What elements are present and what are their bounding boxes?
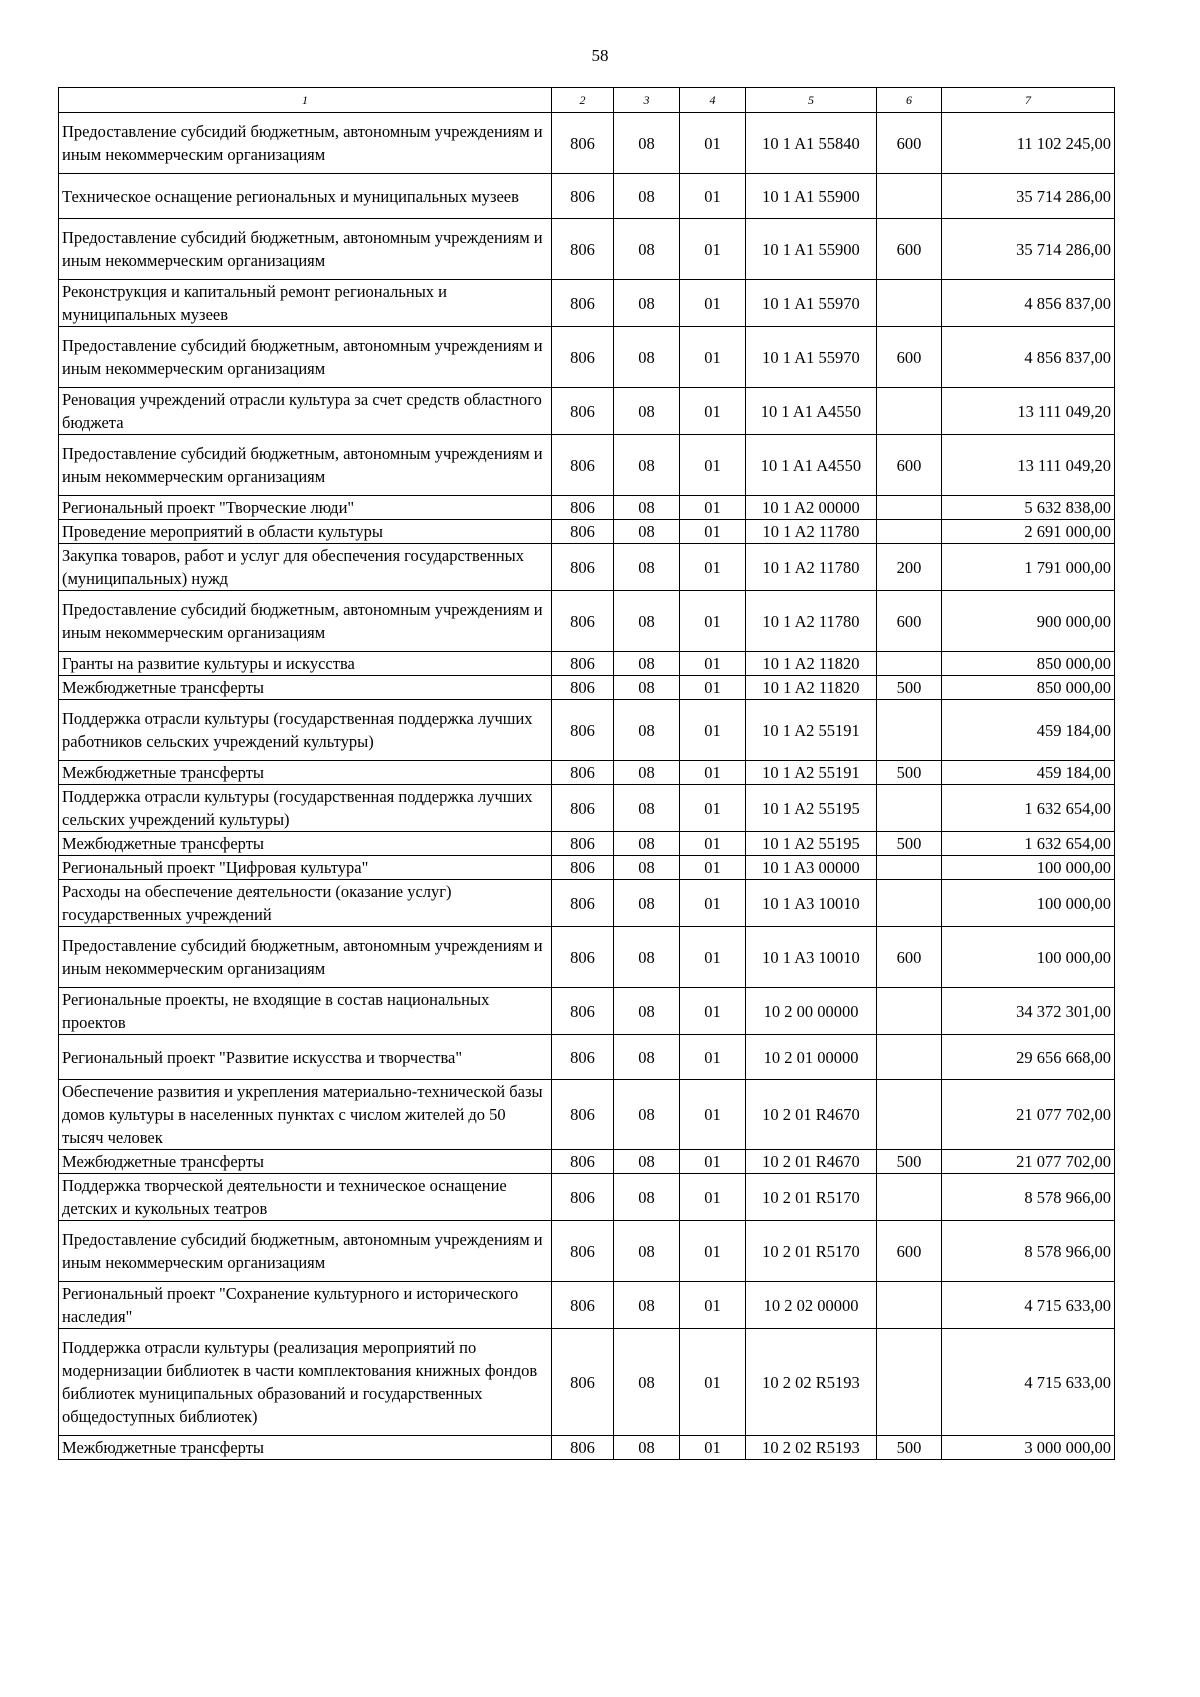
row-expense-type-cell [877, 1080, 942, 1150]
row-section-cell: 08 [614, 1436, 680, 1460]
row-target-article-cell: 10 1 A2 00000 [746, 496, 877, 520]
table-row [59, 988, 1115, 1035]
row-section-cell: 08 [614, 676, 680, 700]
row-amount-cell: 8 578 966,00 [942, 1174, 1115, 1221]
row-target-article-cell: 10 1 A3 10010 [746, 880, 877, 927]
row-expense-type-cell [877, 652, 942, 676]
row-expense-type-cell: 500 [877, 761, 942, 785]
row-section-cell: 08 [614, 1329, 680, 1436]
row-subsection-cell: 01 [680, 520, 746, 544]
row-subsection-cell: 01 [680, 1329, 746, 1436]
row-expense-type-cell [877, 880, 942, 927]
row-target-article-cell: 10 1 A2 11780 [746, 520, 877, 544]
row-section-cell: 08 [614, 832, 680, 856]
row-amount-cell: 35 714 286,00 [942, 174, 1115, 219]
row-target-article-cell: 10 2 02 R5193 [746, 1436, 877, 1460]
row-code-cell: 806 [552, 988, 614, 1035]
row-code-cell: 806 [552, 591, 614, 652]
row-section-cell: 08 [614, 1221, 680, 1282]
row-target-article-cell: 10 2 01 R5170 [746, 1174, 877, 1221]
page-number: 58 [591, 46, 609, 65]
row-expense-type-cell: 600 [877, 327, 942, 388]
row-name-cell: Межбюджетные трансферты [59, 832, 552, 856]
column-header: 2 [552, 88, 614, 113]
row-expense-type-cell [877, 700, 942, 761]
row-name-cell: Обеспечение развития и укрепления материально-технической базы домов культуры в населенных пунктах с числом жителей до 50 тысяч человек [59, 1080, 552, 1150]
row-subsection-cell: 01 [680, 1035, 746, 1080]
column-header: 4 [680, 88, 746, 113]
row-subsection-cell: 01 [680, 388, 746, 435]
row-expense-type-cell [877, 280, 942, 327]
row-section-cell: 08 [614, 280, 680, 327]
row-target-article-cell: 10 1 A1 55970 [746, 327, 877, 388]
row-amount-cell: 100 000,00 [942, 880, 1115, 927]
table-row [59, 1174, 1115, 1221]
row-expense-type-cell: 600 [877, 435, 942, 496]
row-amount-cell: 1 791 000,00 [942, 544, 1115, 591]
row-section-cell: 08 [614, 700, 680, 761]
table-row [59, 1080, 1115, 1150]
row-expense-type-cell [877, 496, 942, 520]
row-name-cell: Предоставление субсидий бюджетным, автономным учреждениям и иным некоммерческим организациям [59, 435, 552, 496]
row-name-cell: Предоставление субсидий бюджетным, автономным учреждениям и иным некоммерческим организациям [59, 591, 552, 652]
row-expense-type-cell: 600 [877, 927, 942, 988]
table-row [59, 1150, 1115, 1174]
row-expense-type-cell [877, 520, 942, 544]
row-name-cell: Региональный проект "Творческие люди" [59, 496, 552, 520]
row-subsection-cell: 01 [680, 652, 746, 676]
row-subsection-cell: 01 [680, 280, 746, 327]
row-name-cell: Региональный проект "Сохранение культурного и исторического наследия" [59, 1282, 552, 1329]
row-target-article-cell: 10 1 A1 55900 [746, 219, 877, 280]
row-name-cell: Региональные проекты, не входящие в состав национальных проектов [59, 988, 552, 1035]
row-expense-type-cell: 600 [877, 219, 942, 280]
row-target-article-cell: 10 1 A2 11780 [746, 544, 877, 591]
row-subsection-cell: 01 [680, 832, 746, 856]
row-expense-type-cell: 200 [877, 544, 942, 591]
row-name-cell: Гранты на развитие культуры и искусства [59, 652, 552, 676]
row-section-cell: 08 [614, 435, 680, 496]
row-subsection-cell: 01 [680, 700, 746, 761]
row-name-cell: Предоставление субсидий бюджетным, автономным учреждениям и иным некоммерческим организациям [59, 113, 552, 174]
row-name-cell: Реновация учреждений отрасли культура за счет средств областного бюджета [59, 388, 552, 435]
row-subsection-cell: 01 [680, 1080, 746, 1150]
row-code-cell: 806 [552, 327, 614, 388]
row-section-cell: 08 [614, 388, 680, 435]
row-amount-cell: 13 111 049,20 [942, 388, 1115, 435]
row-section-cell: 08 [614, 856, 680, 880]
row-subsection-cell: 01 [680, 219, 746, 280]
row-amount-cell: 35 714 286,00 [942, 219, 1115, 280]
row-expense-type-cell: 500 [877, 1436, 942, 1460]
row-name-cell: Региональный проект "Развитие искусства и творчества" [59, 1035, 552, 1080]
row-code-cell: 806 [552, 832, 614, 856]
row-code-cell: 806 [552, 1035, 614, 1080]
row-section-cell: 08 [614, 1150, 680, 1174]
header-row [59, 88, 1115, 113]
row-expense-type-cell: 600 [877, 113, 942, 174]
row-code-cell: 806 [552, 1174, 614, 1221]
row-subsection-cell: 01 [680, 785, 746, 832]
row-name-cell: Региональный проект "Цифровая культура" [59, 856, 552, 880]
table-row [59, 219, 1115, 280]
row-expense-type-cell [877, 174, 942, 219]
row-name-cell: Поддержка творческой деятельности и техническое оснащение детских и кукольных театров [59, 1174, 552, 1221]
row-amount-cell: 4 715 633,00 [942, 1329, 1115, 1436]
row-section-cell: 08 [614, 544, 680, 591]
table-row [59, 327, 1115, 388]
row-code-cell: 806 [552, 1150, 614, 1174]
column-header: 7 [942, 88, 1115, 113]
row-subsection-cell: 01 [680, 1221, 746, 1282]
row-target-article-cell: 10 2 01 R4670 [746, 1150, 877, 1174]
table-row [59, 927, 1115, 988]
row-section-cell: 08 [614, 1080, 680, 1150]
row-expense-type-cell [877, 988, 942, 1035]
row-subsection-cell: 01 [680, 676, 746, 700]
row-code-cell: 806 [552, 113, 614, 174]
row-code-cell: 806 [552, 219, 614, 280]
table-row [59, 832, 1115, 856]
row-subsection-cell: 01 [680, 435, 746, 496]
row-section-cell: 08 [614, 1035, 680, 1080]
table-row [59, 700, 1115, 761]
row-section-cell: 08 [614, 761, 680, 785]
row-target-article-cell: 10 1 A1 55900 [746, 174, 877, 219]
table-row [59, 761, 1115, 785]
row-name-cell: Расходы на обеспечение деятельности (оказание услуг) государственных учреждений [59, 880, 552, 927]
row-target-article-cell: 10 2 01 R4670 [746, 1080, 877, 1150]
column-header: 1 [59, 88, 552, 113]
row-name-cell: Межбюджетные трансферты [59, 761, 552, 785]
row-target-article-cell: 10 1 A1 55970 [746, 280, 877, 327]
row-subsection-cell: 01 [680, 761, 746, 785]
budget-table [58, 87, 1115, 1460]
row-section-cell: 08 [614, 174, 680, 219]
row-name-cell: Реконструкция и капитальный ремонт региональных и муниципальных музеев [59, 280, 552, 327]
row-amount-cell: 850 000,00 [942, 652, 1115, 676]
row-subsection-cell: 01 [680, 1150, 746, 1174]
row-amount-cell: 459 184,00 [942, 761, 1115, 785]
table-row [59, 435, 1115, 496]
row-expense-type-cell: 600 [877, 591, 942, 652]
row-code-cell: 806 [552, 1329, 614, 1436]
row-section-cell: 08 [614, 785, 680, 832]
row-section-cell: 08 [614, 496, 680, 520]
row-code-cell: 806 [552, 785, 614, 832]
row-target-article-cell: 10 2 02 R5193 [746, 1329, 877, 1436]
row-code-cell: 806 [552, 856, 614, 880]
row-subsection-cell: 01 [680, 1282, 746, 1329]
row-name-cell: Предоставление субсидий бюджетным, автономным учреждениям и иным некоммерческим организациям [59, 1221, 552, 1282]
row-target-article-cell: 10 2 01 R5170 [746, 1221, 877, 1282]
row-expense-type-cell: 500 [877, 1150, 942, 1174]
table-row [59, 520, 1115, 544]
row-code-cell: 806 [552, 676, 614, 700]
row-subsection-cell: 01 [680, 327, 746, 388]
row-section-cell: 08 [614, 520, 680, 544]
row-target-article-cell: 10 1 A2 55195 [746, 832, 877, 856]
row-name-cell: Поддержка отрасли культуры (реализация мероприятий по модернизации библиотек в части комплектования книжных фондов библиотек муниципальных образований и государственных общедоступных библиотек) [59, 1329, 552, 1436]
row-amount-cell: 4 715 633,00 [942, 1282, 1115, 1329]
row-name-cell: Межбюджетные трансферты [59, 676, 552, 700]
row-section-cell: 08 [614, 591, 680, 652]
row-subsection-cell: 01 [680, 1436, 746, 1460]
row-target-article-cell: 10 2 01 00000 [746, 1035, 877, 1080]
table-row [59, 676, 1115, 700]
row-name-cell: Межбюджетные трансферты [59, 1436, 552, 1460]
row-target-article-cell: 10 2 02 00000 [746, 1282, 877, 1329]
row-amount-cell: 4 856 837,00 [942, 327, 1115, 388]
row-section-cell: 08 [614, 927, 680, 988]
row-target-article-cell: 10 1 A2 11820 [746, 652, 877, 676]
row-expense-type-cell: 500 [877, 832, 942, 856]
row-amount-cell: 459 184,00 [942, 700, 1115, 761]
row-amount-cell: 11 102 245,00 [942, 113, 1115, 174]
row-section-cell: 08 [614, 327, 680, 388]
row-code-cell: 806 [552, 652, 614, 676]
row-expense-type-cell [877, 388, 942, 435]
row-amount-cell: 13 111 049,20 [942, 435, 1115, 496]
table-row [59, 856, 1115, 880]
row-name-cell: Поддержка отрасли культуры (государственная поддержка лучших сельских учреждений культуры) [59, 785, 552, 832]
row-target-article-cell: 10 1 A1 A4550 [746, 388, 877, 435]
row-target-article-cell: 10 2 00 00000 [746, 988, 877, 1035]
row-code-cell: 806 [552, 927, 614, 988]
row-expense-type-cell [877, 1035, 942, 1080]
row-code-cell: 806 [552, 388, 614, 435]
row-section-cell: 08 [614, 880, 680, 927]
table-row [59, 1035, 1115, 1080]
table-row [59, 496, 1115, 520]
row-name-cell: Предоставление субсидий бюджетным, автономным учреждениям и иным некоммерческим организациям [59, 927, 552, 988]
row-target-article-cell: 10 1 A2 55195 [746, 785, 877, 832]
row-amount-cell: 1 632 654,00 [942, 785, 1115, 832]
row-amount-cell: 5 632 838,00 [942, 496, 1115, 520]
row-code-cell: 806 [552, 544, 614, 591]
table-row [59, 280, 1115, 327]
row-amount-cell: 100 000,00 [942, 927, 1115, 988]
row-section-cell: 08 [614, 1174, 680, 1221]
row-subsection-cell: 01 [680, 496, 746, 520]
row-amount-cell: 850 000,00 [942, 676, 1115, 700]
table-row [59, 1282, 1115, 1329]
row-target-article-cell: 10 1 A2 55191 [746, 761, 877, 785]
row-amount-cell: 1 632 654,00 [942, 832, 1115, 856]
row-subsection-cell: 01 [680, 1174, 746, 1221]
column-header: 6 [877, 88, 942, 113]
row-subsection-cell: 01 [680, 927, 746, 988]
row-name-cell: Закупка товаров, работ и услуг для обеспечения государственных (муниципальных) нужд [59, 544, 552, 591]
row-subsection-cell: 01 [680, 988, 746, 1035]
row-target-article-cell: 10 1 A2 11820 [746, 676, 877, 700]
row-expense-type-cell [877, 1329, 942, 1436]
row-target-article-cell: 10 1 A1 A4550 [746, 435, 877, 496]
row-expense-type-cell [877, 856, 942, 880]
row-expense-type-cell: 600 [877, 1221, 942, 1282]
row-code-cell: 806 [552, 1282, 614, 1329]
table-row [59, 591, 1115, 652]
column-header: 3 [614, 88, 680, 113]
table-row [59, 544, 1115, 591]
row-section-cell: 08 [614, 1282, 680, 1329]
table-row [59, 1221, 1115, 1282]
row-name-cell: Предоставление субсидий бюджетным, автономным учреждениям и иным некоммерческим организациям [59, 327, 552, 388]
row-expense-type-cell [877, 1282, 942, 1329]
row-amount-cell: 2 691 000,00 [942, 520, 1115, 544]
row-code-cell: 806 [552, 280, 614, 327]
row-name-cell: Межбюджетные трансферты [59, 1150, 552, 1174]
row-name-cell: Предоставление субсидий бюджетным, автономным учреждениям и иным некоммерческим организациям [59, 219, 552, 280]
table-row [59, 880, 1115, 927]
row-name-cell: Проведение мероприятий в области культуры [59, 520, 552, 544]
column-header: 5 [746, 88, 877, 113]
table-row [59, 1329, 1115, 1436]
table-row [59, 652, 1115, 676]
row-target-article-cell: 10 1 A2 55191 [746, 700, 877, 761]
row-expense-type-cell [877, 1174, 942, 1221]
row-code-cell: 806 [552, 174, 614, 219]
row-subsection-cell: 01 [680, 113, 746, 174]
table-row [59, 113, 1115, 174]
row-code-cell: 806 [552, 880, 614, 927]
row-amount-cell: 3 000 000,00 [942, 1436, 1115, 1460]
row-amount-cell: 4 856 837,00 [942, 280, 1115, 327]
row-section-cell: 08 [614, 652, 680, 676]
row-target-article-cell: 10 1 A3 00000 [746, 856, 877, 880]
row-code-cell: 806 [552, 496, 614, 520]
row-expense-type-cell: 500 [877, 676, 942, 700]
row-code-cell: 806 [552, 700, 614, 761]
row-section-cell: 08 [614, 988, 680, 1035]
row-section-cell: 08 [614, 113, 680, 174]
row-subsection-cell: 01 [680, 880, 746, 927]
table-row [59, 388, 1115, 435]
row-target-article-cell: 10 1 A3 10010 [746, 927, 877, 988]
row-code-cell: 806 [552, 1436, 614, 1460]
row-code-cell: 806 [552, 520, 614, 544]
row-name-cell: Поддержка отрасли культуры (государственная поддержка лучших работников сельских учреждений культуры) [59, 700, 552, 761]
row-code-cell: 806 [552, 1080, 614, 1150]
row-amount-cell: 21 077 702,00 [942, 1150, 1115, 1174]
row-code-cell: 806 [552, 435, 614, 496]
row-name-cell: Техническое оснащение региональных и муниципальных музеев [59, 174, 552, 219]
row-subsection-cell: 01 [680, 591, 746, 652]
row-target-article-cell: 10 1 A2 11780 [746, 591, 877, 652]
row-section-cell: 08 [614, 219, 680, 280]
row-amount-cell: 900 000,00 [942, 591, 1115, 652]
row-subsection-cell: 01 [680, 856, 746, 880]
row-amount-cell: 21 077 702,00 [942, 1080, 1115, 1150]
row-amount-cell: 100 000,00 [942, 856, 1115, 880]
table-row [59, 174, 1115, 219]
row-subsection-cell: 01 [680, 174, 746, 219]
table-row [59, 1436, 1115, 1460]
row-amount-cell: 34 372 301,00 [942, 988, 1115, 1035]
row-amount-cell: 29 656 668,00 [942, 1035, 1115, 1080]
row-expense-type-cell [877, 785, 942, 832]
row-subsection-cell: 01 [680, 544, 746, 591]
row-target-article-cell: 10 1 A1 55840 [746, 113, 877, 174]
row-code-cell: 806 [552, 761, 614, 785]
table-row [59, 785, 1115, 832]
row-amount-cell: 8 578 966,00 [942, 1221, 1115, 1282]
row-code-cell: 806 [552, 1221, 614, 1282]
